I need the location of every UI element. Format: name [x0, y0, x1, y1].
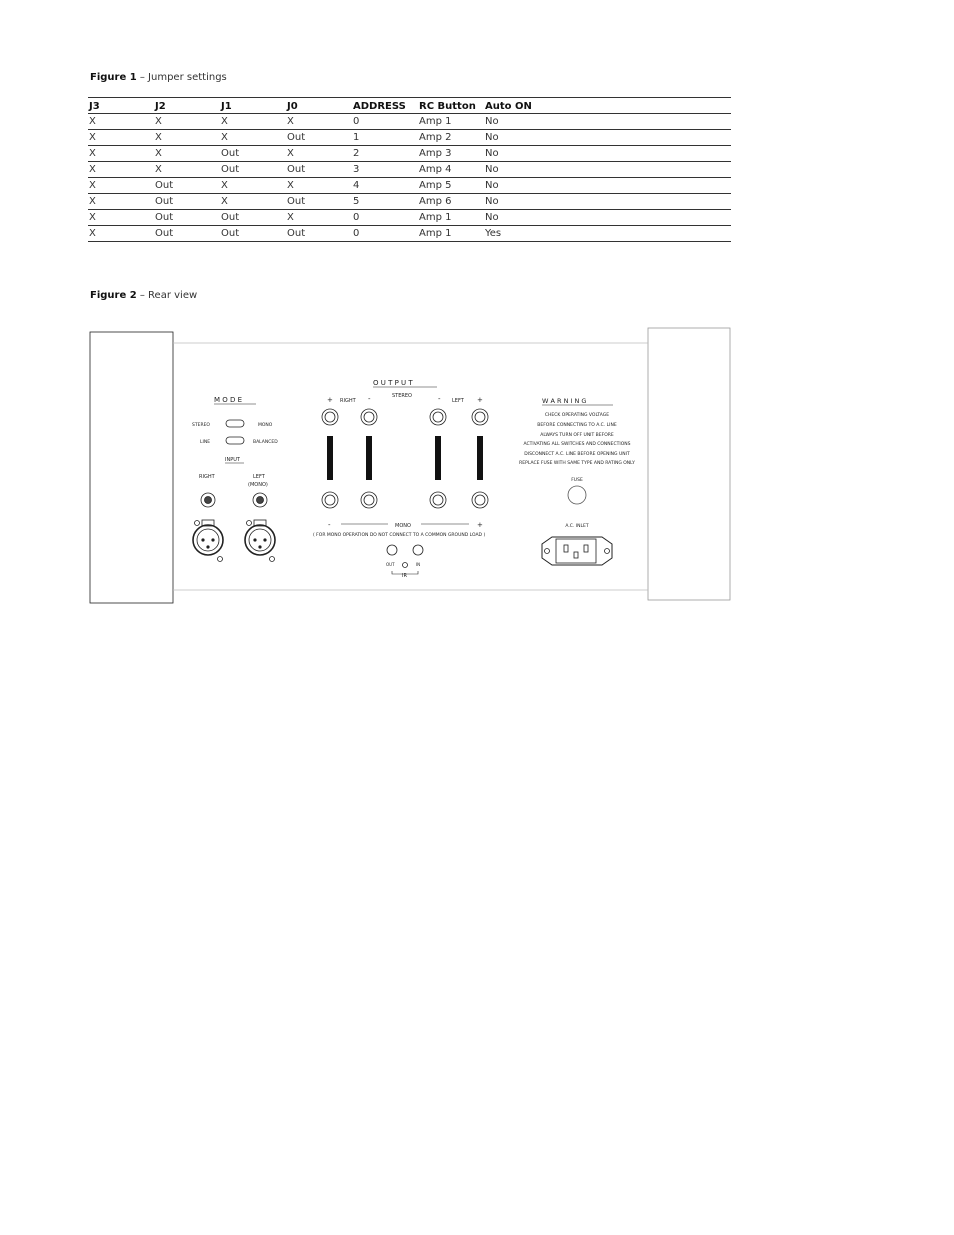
mono-input-label: (MONO): [248, 482, 268, 488]
table-cell: No: [484, 146, 731, 162]
table-cell: X: [154, 130, 220, 146]
binding-post-inner: [364, 412, 374, 422]
input-label: INPUT: [225, 457, 240, 463]
left-xlr-screw-bottom: [270, 557, 275, 562]
right-minus-lower-binding-post[interactable]: [361, 492, 377, 508]
table-cell: X: [154, 162, 220, 178]
right-xlr-input[interactable]: [193, 525, 223, 555]
table-row: [88, 130, 731, 146]
warning-line: DISCONNECT A.C. LINE BEFORE OPENING UNIT: [524, 452, 630, 457]
table-cell: X: [286, 146, 352, 162]
mono-operation-note: ( FOR MONO OPERATION DO NOT CONNECT TO A COMMON GROUND LOAD ): [313, 533, 486, 538]
left-output-label: LEFT: [452, 398, 464, 404]
table-cell: X: [88, 162, 154, 178]
binding-post-inner: [325, 495, 335, 505]
warning-line: ACTIVATING ALL SWITCHES AND CONNECTIONS: [523, 442, 631, 447]
table-header-row: [88, 98, 731, 114]
ac-inlet-pin-earth: [574, 552, 578, 558]
ir-out-jack[interactable]: [387, 545, 397, 555]
mono-label: MONO: [258, 423, 273, 428]
table-cell: Out: [220, 226, 286, 242]
table-row: [88, 178, 731, 194]
left-rca-input-core: [257, 497, 264, 504]
line-balanced-switch[interactable]: [226, 437, 244, 444]
table-cell: X: [88, 130, 154, 146]
right-minus-bridge-bar: [366, 436, 372, 480]
mode-title: M O D E: [214, 396, 243, 404]
table-cell: X: [220, 194, 286, 210]
right-xlr-screw-bottom: [218, 557, 223, 562]
binding-post-inner: [433, 495, 443, 505]
left-xlr-pin: [254, 539, 256, 541]
table-cell: 2: [352, 146, 418, 162]
ir-in-label: IN: [416, 562, 421, 567]
table-cell: Out: [220, 146, 286, 162]
right-minus-binding-post[interactable]: [361, 409, 377, 425]
table-cell: Out: [154, 226, 220, 242]
warning-line: REPLACE FUSE WITH SAME TYPE AND RATING ONLY: [519, 461, 635, 466]
left-input-label: LEFT: [253, 474, 265, 480]
right-xlr-pin: [202, 539, 204, 541]
table-cell: 0: [352, 114, 418, 130]
table-cell: X: [88, 194, 154, 210]
output-stereo-label: STEREO: [392, 393, 412, 399]
ac-inlet-pin-left: [564, 545, 568, 552]
balanced-label: BALANCED: [253, 440, 278, 445]
ac-inlet-pin-right: [584, 545, 588, 552]
ac-inlet-screw-right: [605, 549, 610, 554]
right-plus-lower-binding-post[interactable]: [322, 492, 338, 508]
table-cell: X: [286, 210, 352, 226]
table-cell: Amp 6: [418, 194, 484, 210]
figure-2-label: Figure 2: [90, 290, 137, 301]
table-cell: No: [484, 210, 731, 226]
binding-post-inner: [325, 412, 335, 422]
right-plus-label: +: [327, 396, 333, 404]
left-minus-lower-binding-post[interactable]: [430, 492, 446, 508]
line-label: LINE: [200, 440, 211, 445]
right-input-label: RIGHT: [199, 474, 215, 480]
warning-line: BEFORE CONNECTING TO A.C. LINE: [537, 423, 617, 428]
table-cell: X: [88, 226, 154, 242]
table-cell: Amp 5: [418, 178, 484, 194]
binding-post-inner: [475, 412, 485, 422]
col-header-j1: J1: [220, 98, 286, 114]
table-cell: X: [88, 146, 154, 162]
table-cell: Amp 1: [418, 210, 484, 226]
table-cell: X: [88, 178, 154, 194]
table-row: [88, 162, 731, 178]
table-cell: 3: [352, 162, 418, 178]
table-row: [88, 210, 731, 226]
binding-post-inner: [475, 495, 485, 505]
table-cell: 0: [352, 226, 418, 242]
table-cell: No: [484, 194, 731, 210]
table-cell: Out: [286, 162, 352, 178]
ir-in-jack[interactable]: [413, 545, 423, 555]
table-cell: Out: [286, 226, 352, 242]
col-header-auto-on: Auto ON: [484, 98, 731, 114]
table-cell: No: [484, 162, 731, 178]
stereo-label: STEREO: [192, 423, 210, 428]
table-cell: Out: [154, 194, 220, 210]
binding-post-inner: [433, 412, 443, 422]
right-minus-label: -: [368, 395, 371, 403]
figure-2-text: – Rear view: [136, 290, 198, 301]
figure-1-caption: [90, 72, 227, 83]
right-side-panel: [648, 328, 730, 600]
table-cell: Amp 3: [418, 146, 484, 162]
table-cell: Out: [154, 178, 220, 194]
table-cell: X: [286, 114, 352, 130]
col-header-j2: J2: [154, 98, 220, 114]
mono-output-label: MONO: [395, 523, 411, 529]
left-minus-label: -: [438, 395, 441, 403]
table-cell: No: [484, 114, 731, 130]
figure-1-text: – Jumper settings: [136, 72, 227, 83]
table-cell: 0: [352, 210, 418, 226]
left-xlr-pin: [264, 539, 266, 541]
table-cell: X: [220, 130, 286, 146]
ir-indicator: [403, 563, 408, 568]
ac-inlet-screw-left: [545, 549, 550, 554]
col-header-address: ADDRESS: [352, 98, 418, 114]
warning-line: CHECK OPERATING VOLTAGE: [544, 413, 610, 418]
right-output-label: RIGHT: [340, 398, 356, 404]
ir-label: IR: [402, 573, 407, 579]
mono-plus-label: +: [477, 521, 483, 529]
right-plus-binding-post[interactable]: [322, 409, 338, 425]
fuse-holder[interactable]: [568, 486, 586, 504]
mono-minus-label: -: [328, 521, 331, 529]
table-cell: Amp 1: [418, 114, 484, 130]
left-plus-binding-post[interactable]: [472, 409, 488, 425]
table-cell: X: [220, 114, 286, 130]
table-cell: Out: [220, 162, 286, 178]
table-cell: Amp 1: [418, 226, 484, 242]
fuse-label: FUSE: [571, 478, 583, 483]
col-header-j0: J0: [286, 98, 352, 114]
table-cell: Out: [286, 130, 352, 146]
table-cell: No: [484, 130, 731, 146]
table-cell: Out: [154, 210, 220, 226]
left-plus-lower-binding-post[interactable]: [472, 492, 488, 508]
ir-out-label: OUT: [386, 562, 395, 567]
ac-inlet-label: A.C. INLET: [565, 524, 589, 529]
table-cell: 5: [352, 194, 418, 210]
table-cell: X: [88, 114, 154, 130]
table-cell: Out: [286, 194, 352, 210]
table-row: [88, 194, 731, 210]
left-plus-label: +: [477, 396, 483, 404]
col-header-j3: J3: [88, 98, 154, 114]
table-cell: X: [286, 178, 352, 194]
table-cell: X: [220, 178, 286, 194]
table-cell: Out: [220, 210, 286, 226]
table-cell: Yes: [484, 226, 731, 242]
table-cell: Amp 2: [418, 130, 484, 146]
table-row: [88, 114, 731, 130]
warning-line: ALWAYS TURN OFF UNIT BEFORE: [540, 433, 614, 438]
left-side-panel: [90, 332, 173, 603]
table-cell: 1: [352, 130, 418, 146]
left-xlr-input[interactable]: [245, 525, 275, 555]
right-rca-input-core: [205, 497, 212, 504]
left-minus-binding-post[interactable]: [430, 409, 446, 425]
rear-view-diagram: [88, 326, 733, 608]
table-row: [88, 226, 731, 242]
left-xlr-screw-top: [247, 521, 252, 526]
right-plus-bridge-bar: [327, 436, 333, 480]
stereo-mono-switch[interactable]: [226, 420, 244, 427]
right-xlr-pin: [207, 546, 209, 548]
binding-post-inner: [364, 495, 374, 505]
table-cell: X: [88, 210, 154, 226]
output-title: O U T P U T: [373, 379, 413, 387]
table-cell: 4: [352, 178, 418, 194]
table-cell: X: [154, 114, 220, 130]
ac-inlet-face: [556, 539, 596, 563]
table-row: [88, 146, 731, 162]
figure-2-caption: [90, 290, 197, 301]
ac-inlet-socket[interactable]: [542, 537, 612, 565]
right-xlr-screw-top: [195, 521, 200, 526]
table-cell: Amp 4: [418, 162, 484, 178]
col-header-rc-button: RC Button: [418, 98, 484, 114]
right-xlr-pin: [212, 539, 214, 541]
left-minus-bridge-bar: [435, 436, 441, 480]
table-cell: No: [484, 178, 731, 194]
table-cell: X: [154, 146, 220, 162]
jumper-settings-table: [88, 97, 731, 242]
left-plus-bridge-bar: [477, 436, 483, 480]
left-xlr-pin: [259, 546, 261, 548]
figure-1-label: Figure 1: [90, 72, 137, 83]
warning-title: W A R N I N G: [542, 397, 587, 405]
